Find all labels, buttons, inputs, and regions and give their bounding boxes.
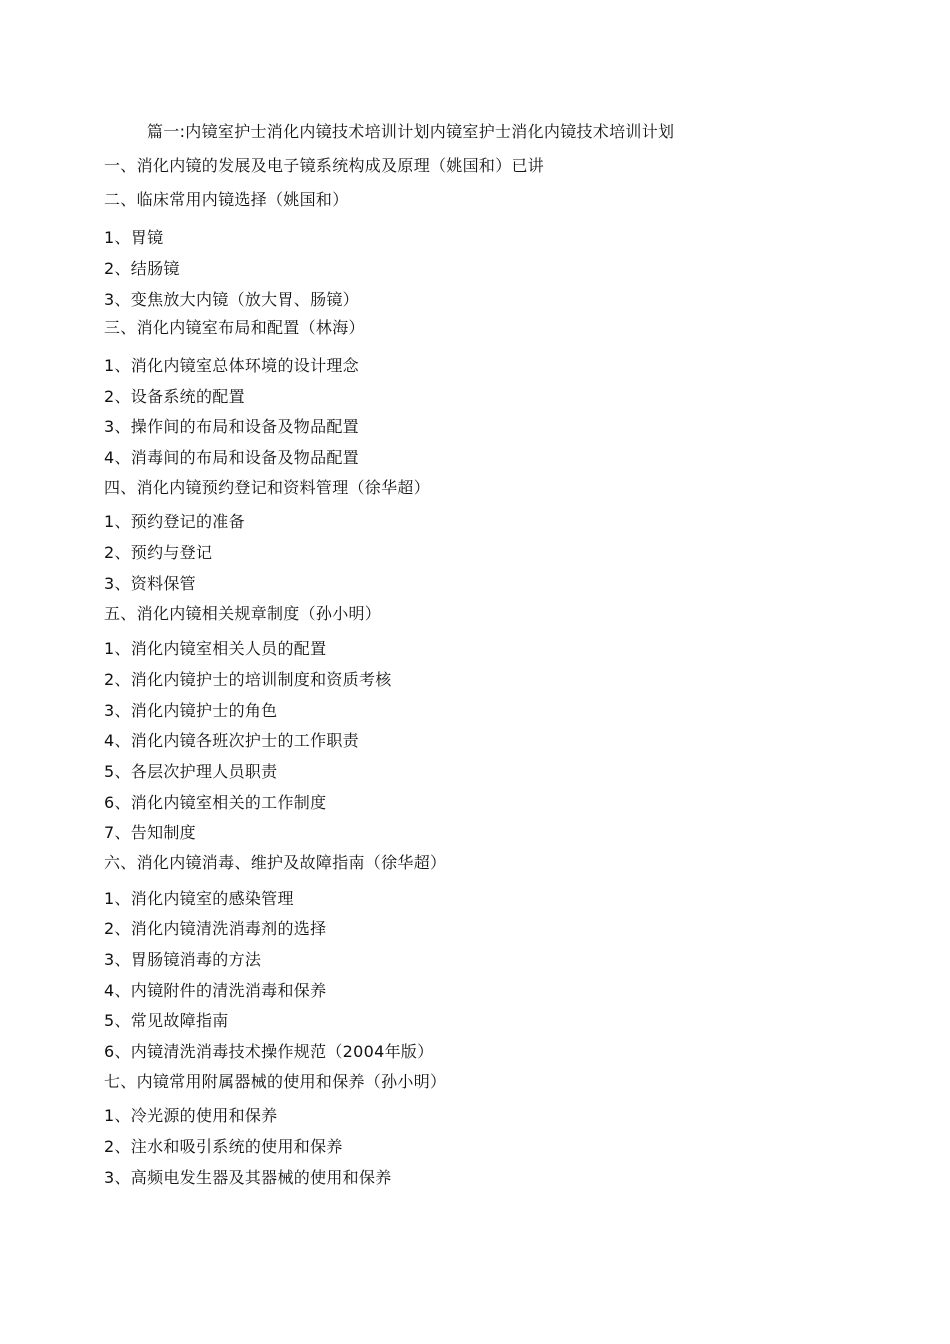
list-item: 6、内镜清洗消毒技术操作规范（2004年版） [104, 1042, 434, 1061]
section-heading-6: 六、消化内镜消毒、维护及故障指南（徐华超） [104, 853, 447, 872]
list-item: 2、结肠镜 [104, 259, 180, 278]
list-item: 1、胃镜 [104, 228, 164, 247]
section-heading-4: 四、消化内镜预约登记和资料管理（徐华超） [104, 478, 431, 497]
list-item: 3、操作间的布局和设备及物品配置 [104, 417, 359, 436]
section-heading-2: 二、临床常用内镜选择（姚国和） [104, 190, 349, 209]
list-item: 4、消化内镜各班次护士的工作职责 [104, 731, 359, 750]
section-heading-1: 一、消化内镜的发展及电子镜系统构成及原理（姚国和）已讲 [104, 156, 545, 175]
list-item: 1、冷光源的使用和保养 [104, 1106, 278, 1125]
list-item: 3、变焦放大内镜（放大胃、肠镜） [104, 290, 359, 309]
list-item: 5、常见故障指南 [104, 1011, 229, 1030]
list-item: 3、消化内镜护士的角色 [104, 701, 278, 720]
list-item: 1、预约登记的准备 [104, 512, 245, 531]
section-heading-7: 七、内镜常用附属器械的使用和保养（孙小明） [104, 1072, 447, 1091]
list-item: 3、胃肠镜消毒的方法 [104, 950, 262, 969]
list-item: 2、设备系统的配置 [104, 387, 245, 406]
list-item: 1、消化内镜室总体环境的设计理念 [104, 356, 359, 375]
list-item: 1、消化内镜室相关人员的配置 [104, 639, 327, 658]
list-item: 1、消化内镜室的感染管理 [104, 889, 294, 908]
list-item: 3、高频电发生器及其器械的使用和保养 [104, 1168, 392, 1187]
section-heading-5: 五、消化内镜相关规章制度（孙小明） [104, 604, 382, 623]
list-item: 7、告知制度 [104, 823, 196, 842]
list-item: 6、消化内镜室相关的工作制度 [104, 793, 327, 812]
section-heading-3: 三、消化内镜室布局和配置（林海） [104, 318, 365, 337]
list-item: 2、消化内镜清洗消毒剂的选择 [104, 919, 327, 938]
list-item: 2、消化内镜护士的培训制度和资质考核 [104, 670, 392, 689]
document-title: 篇一:内镜室护士消化内镜技术培训计划内镜室护士消化内镜技术培训计划 [147, 122, 675, 141]
list-item: 5、各层次护理人员职责 [104, 762, 278, 781]
list-item: 3、资料保管 [104, 574, 196, 593]
list-item: 4、内镜附件的清洗消毒和保养 [104, 981, 327, 1000]
list-item: 2、注水和吸引系统的使用和保养 [104, 1137, 343, 1156]
list-item: 2、预约与登记 [104, 543, 213, 562]
list-item: 4、消毒间的布局和设备及物品配置 [104, 448, 359, 467]
